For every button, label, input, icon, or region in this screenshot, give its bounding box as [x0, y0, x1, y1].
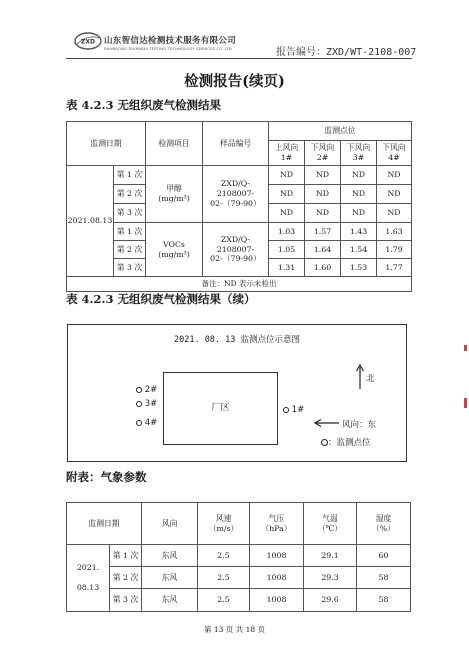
report-number: 报告编号：ZXD/WT-2108-007	[276, 47, 417, 58]
value-cell: ND	[341, 185, 377, 204]
wind-direction-label: 风向：东	[342, 420, 377, 430]
value-cell: ND	[269, 185, 305, 204]
temp-cell: 29.3	[304, 567, 357, 589]
time-cell: 第 3 次	[114, 204, 146, 223]
point-marker-icon	[136, 387, 142, 393]
table-row	[67, 589, 411, 612]
value-cell: 1.03	[269, 223, 305, 241]
pressure-cell: 1008	[250, 589, 304, 612]
header-temp: 气温 （℃）	[304, 503, 357, 545]
wind-direction-arrow-icon	[314, 418, 340, 428]
table-row	[67, 223, 412, 241]
note-row	[67, 277, 412, 292]
seal-fragment	[464, 398, 467, 408]
time-cell: 第 2 次	[114, 185, 146, 204]
table1-caption: 表 4.2.3 无组织废气检测结果	[66, 98, 222, 112]
weather-parameters-table	[66, 502, 411, 612]
factory-label: 厂区	[211, 403, 230, 413]
time-cell: 第 1 次	[114, 223, 146, 241]
monitor-point-2: 2#	[136, 385, 157, 395]
header-points: 监测点位	[269, 122, 412, 141]
value-cell: ND	[305, 185, 341, 204]
point-marker-icon	[136, 420, 142, 426]
value-cell: ND	[377, 166, 412, 185]
monitor-point-4: 4#	[136, 418, 157, 428]
header-pressure: 气压 （hPa）	[250, 503, 304, 545]
header-date: 监测日期	[67, 503, 142, 545]
header-item: 检测项目	[146, 122, 203, 166]
value-cell: ND	[269, 166, 305, 185]
time-cell: 第 3 次	[114, 259, 146, 277]
table-row	[67, 567, 411, 589]
north-label: 北	[366, 374, 375, 384]
page-footer: 第 13 页 共 18 页	[203, 625, 265, 634]
temp-cell: 29.6	[304, 589, 357, 612]
humidity-cell: 60	[357, 545, 411, 567]
humidity-cell: 58	[357, 567, 411, 589]
point-marker-icon	[136, 401, 142, 407]
item-cell: VOCs (mg/m³)	[146, 223, 203, 277]
header-divider	[66, 58, 412, 59]
header-humidity: 湿度 （%）	[357, 503, 411, 545]
value-cell: 1.43	[341, 223, 377, 241]
value-cell: 1.05	[269, 241, 305, 259]
company-logo	[74, 32, 102, 50]
table-row	[67, 166, 412, 185]
date-cell: 2021.08.13	[67, 166, 114, 277]
table-row	[67, 545, 411, 567]
speed-cell: 2.5	[198, 589, 250, 612]
table3-caption: 附表：气象参数	[66, 470, 147, 484]
site-plan-title: 2021. 08. 13 监测点位示意图	[173, 335, 301, 345]
wind-dir-cell: 东风	[142, 545, 198, 567]
speed-cell: 2.5	[198, 545, 250, 567]
value-cell: ND	[341, 204, 377, 223]
header-point-3: 下风向 3#	[341, 141, 377, 166]
value-cell: 1.79	[377, 241, 412, 259]
value-cell: 1.57	[305, 223, 341, 241]
sample-cell: ZXD/Q-2108007- 02-（79-90）	[203, 166, 269, 223]
value-cell: ND	[305, 204, 341, 223]
header-point-1: 上风向 1#	[269, 141, 305, 166]
page-title: 检测报告(续页)	[184, 73, 285, 90]
wind-dir-cell: 东风	[142, 589, 198, 612]
time-cell: 第 2 次	[114, 241, 146, 259]
company-name-en: SHANDONG ZHIXINDA TESTING TECHNOLOGY SERVICES CO.,LTD	[104, 46, 232, 51]
header-date: 监测日期	[67, 122, 146, 166]
logo-text: ZXD	[81, 38, 95, 46]
table-note: 备注：ND 表示未检出	[67, 277, 412, 292]
value-cell: ND	[377, 185, 412, 204]
north-arrow-icon	[355, 364, 365, 390]
time-cell: 第 1 次	[114, 166, 146, 185]
pressure-cell: 1008	[250, 545, 304, 567]
header-wind-dir: 风向	[142, 503, 198, 545]
monitor-point-3: 3#	[136, 399, 157, 409]
value-cell: 1.77	[377, 259, 412, 277]
emission-results-table	[66, 121, 412, 292]
table2-caption: 表 4.2.3 无组织废气检测结果（续）	[66, 292, 256, 306]
monitor-point-1: 1#	[283, 405, 304, 415]
value-cell: ND	[377, 204, 412, 223]
time-cell: 第 3 次	[110, 589, 142, 612]
seal-fragment	[464, 345, 467, 351]
value-cell: ND	[269, 204, 305, 223]
speed-cell: 2.5	[198, 567, 250, 589]
temp-cell: 29.1	[304, 545, 357, 567]
pressure-cell: 1008	[250, 567, 304, 589]
value-cell: ND	[341, 166, 377, 185]
item-cell: 甲醇 (mg/m³)	[146, 166, 203, 223]
humidity-cell: 58	[357, 589, 411, 612]
value-cell: 1.64	[305, 241, 341, 259]
date-cell: 2021. 08.13	[67, 545, 110, 612]
value-cell: 1.53	[341, 259, 377, 277]
legend-marker-icon	[321, 439, 328, 446]
point-marker-icon	[283, 407, 289, 413]
value-cell: 1.60	[305, 259, 341, 277]
header-point-2: 下风向 2#	[305, 141, 341, 166]
wind-dir-cell: 东风	[142, 567, 198, 589]
header-point-4: 下风向 4#	[377, 141, 412, 166]
sample-cell: ZXD/Q-2108007- 02-（79-90）	[203, 223, 269, 277]
header-sample: 样品编号	[203, 122, 269, 166]
company-name-cn: 山东智信达检测技术服务有限公司	[104, 36, 237, 46]
legend-monitor-point: ：监测点位	[321, 436, 371, 448]
value-cell: ND	[305, 166, 341, 185]
value-cell: 1.54	[341, 241, 377, 259]
time-cell: 第 2 次	[110, 567, 142, 589]
value-cell: 1.63	[377, 223, 412, 241]
time-cell: 第 1 次	[110, 545, 142, 567]
value-cell: 1.31	[269, 259, 305, 277]
header-speed: 风速 （m/s）	[198, 503, 250, 545]
